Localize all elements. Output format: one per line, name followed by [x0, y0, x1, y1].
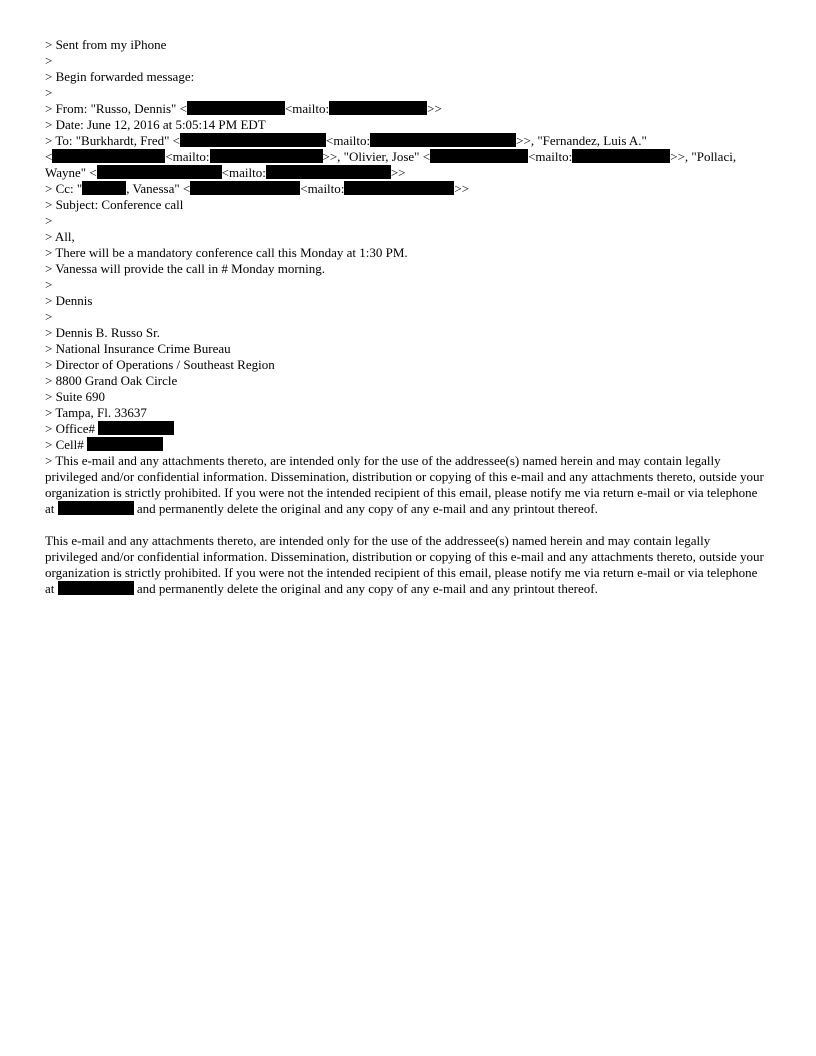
redaction-block — [430, 149, 528, 163]
redaction-block — [87, 437, 163, 451]
cc-label: > Cc: " — [45, 181, 83, 196]
mailto-close: >> — [427, 101, 442, 116]
from-line — [45, 101, 765, 117]
email-document — [45, 37, 765, 597]
sent-from-line: > Sent from my iPhone — [45, 37, 167, 52]
signature-org: > National Insurance Crime Bureau — [45, 341, 231, 356]
to-line-continued — [45, 149, 765, 165]
disclaimer-text: This e-mail and any attachments thereto, are intended only for the use of the addressee(s) named herein and may contain legally privileged and/or confidential information. Dissemination, distribution or copying of this e-mail and any attachments thereto, outside your organization is strictly prohibited. If you were not the intended recipient of this email, please notify me via return e-mail or via telephone at — [45, 533, 764, 596]
signature-city: > Tampa, Fl. 33637 — [45, 405, 147, 420]
quote-marker: > — [45, 277, 53, 292]
mailto-close: >> — [454, 181, 470, 196]
disclaimer-quoted — [45, 453, 765, 517]
to-recipient-pollaci: >>, "Pollaci, — [670, 149, 737, 164]
quote-marker: > — [45, 309, 53, 324]
to-recipient-olivier: >>, "Olivier, Jose" < — [322, 149, 431, 164]
disclaimer — [45, 533, 765, 597]
redaction-block — [82, 181, 126, 195]
redaction-block — [190, 181, 300, 195]
date-line: > Date: June 12, 2016 at 5:05:14 PM EDT — [45, 117, 266, 132]
closing-line: > Dennis — [45, 293, 93, 308]
signature-name: > Dennis B. Russo Sr. — [45, 325, 160, 340]
paragraph-gap — [45, 517, 765, 533]
to-label: > To: "Burkhardt, Fred" < — [45, 133, 180, 148]
signature-suite: > Suite 690 — [45, 389, 106, 404]
redaction-block — [97, 165, 222, 179]
redaction-block — [98, 421, 174, 435]
cell-label: > Cell# — [45, 437, 84, 452]
disclaimer-text-end: and permanently delete the original and any copy of any e-mail and any printout thereof. — [136, 501, 598, 516]
mailto-label: <mailto: — [528, 149, 573, 164]
disclaimer-text-end: and permanently delete the original and any copy of any e-mail and any printout thereof. — [136, 581, 598, 596]
redaction-block — [180, 133, 326, 147]
mailto-label: <mailto: — [284, 101, 330, 116]
signature-cell — [45, 437, 765, 453]
signature-address: > 8800 Grand Oak Circle — [45, 373, 178, 388]
subject-line: > Subject: Conference call — [45, 197, 184, 212]
redaction-block — [344, 181, 454, 195]
mailto-label: <mailto: — [325, 133, 371, 148]
body-line: > Vanessa will provide the call in # Monday morning. — [45, 261, 326, 276]
mailto-close: >> — [390, 165, 406, 180]
cc-recipient-vanessa: , Vanessa" < — [126, 181, 191, 196]
redaction-block — [370, 133, 516, 147]
disclaimer-text: > This e-mail and any attachments thereto, are intended only for the use of the addressee(s) named herein and may contain legally privileged and/or confidential information. Dissemination, distribution or copying of this e-mail and any attachments thereto, outside your organization is strictly prohibited. If you were not the intended recipient of this email, please notify me via return e-mail or via telephone at — [45, 453, 764, 516]
quote-marker: > — [45, 213, 53, 228]
redaction-block — [58, 581, 134, 595]
quote-marker: > — [45, 53, 53, 68]
redaction-block — [52, 149, 165, 163]
mailto-label: <mailto: — [221, 165, 266, 180]
redaction-block — [210, 149, 323, 163]
greeting-line: > All, — [45, 229, 75, 244]
to-recipient-fernandez: >>, "Fernandez, Luis A." — [516, 133, 647, 148]
redaction-block — [572, 149, 670, 163]
to-recipient-wayne: Wayne" < — [45, 165, 97, 180]
redaction-block — [329, 101, 427, 115]
mailto-label: <mailto: — [165, 149, 210, 164]
body-line: > There will be a mandatory conference call this Monday at 1:30 PM. — [45, 245, 408, 260]
from-label: > From: "Russo, Dennis" < — [45, 101, 187, 116]
redaction-block — [266, 165, 391, 179]
open-bracket: < — [45, 149, 53, 164]
cc-line — [45, 181, 765, 197]
to-line-continued — [45, 165, 765, 181]
to-line — [45, 133, 765, 149]
begin-forwarded-line: > Begin forwarded message: — [45, 69, 195, 84]
signature-title: > Director of Operations / Southeast Region — [45, 357, 275, 372]
office-label: > Office# — [45, 421, 96, 436]
mailto-label: <mailto: — [300, 181, 345, 196]
redaction-block — [58, 501, 134, 515]
signature-office — [45, 421, 765, 437]
redaction-block — [187, 101, 285, 115]
quote-marker: > — [45, 85, 53, 100]
